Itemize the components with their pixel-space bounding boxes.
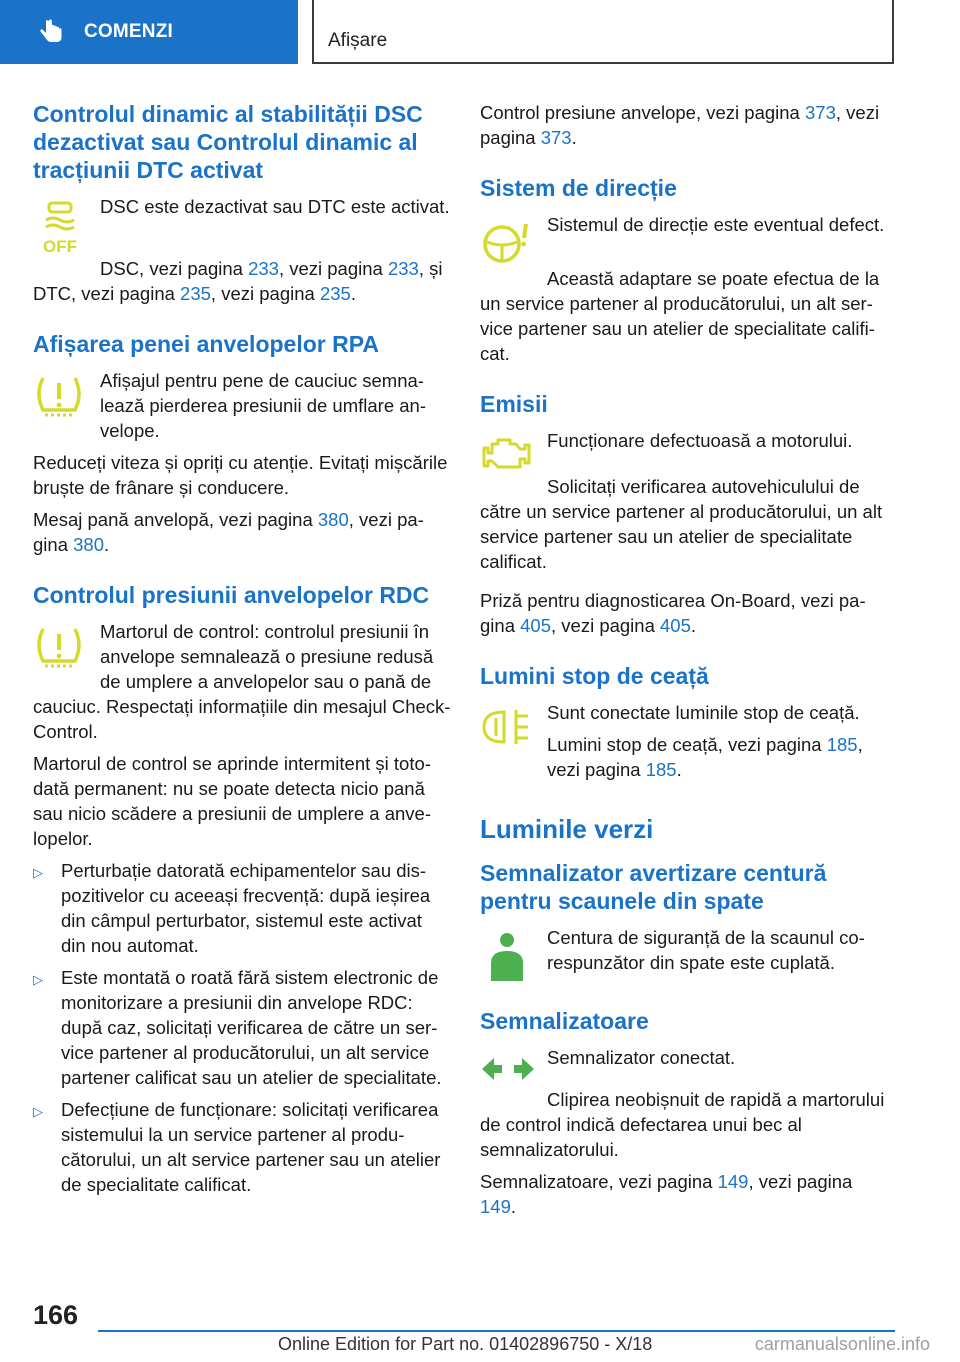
page-link[interactable]: 380 [73,534,104,555]
page-link[interactable]: 233 [248,258,279,279]
heading-dsc: Controlul dinamic al stabilității DSC dezactivat sau Controlul dinamic al tracțiunii DTC activat [33,101,423,183]
steering-warning-icon [480,212,538,266]
page-number: 166 [33,1300,79,1330]
heading-steering: Sistem de direcție [480,175,677,201]
steering-icon-row [480,212,892,266]
engine-icon [480,428,538,474]
page-link[interactable]: 185 [645,759,677,780]
bullet-triangle-icon: ▷ [33,1104,43,1119]
rdc-text-1: Martorul de control: controlul presiunii în anvelope semnalează o presiune redusă de umplere a anvelopelor sau o pană de cauciuc. Respectați informațiile din mesajul Check-Control. [33,621,451,742]
page-link[interactable]: 373 [805,102,836,123]
emissions-text-2: Solicitați verificarea autovehiculului de către un service partener al producătorului, un alt service partener sau un atelier de specialitate calificat. [480,476,883,572]
list-item: ▷ Este montată o roată fără sistem electronic de monitorizare a presiunii din anvelope RDC: după caz, solicitați verificarea de către un service partener al producătorului, un alt service partener calificat sau un atelier de specialitate. [33,967,442,1088]
dsc-off-icon [33,194,91,256]
rpa-icon-row [33,368,451,450]
page-link[interactable]: 233 [387,258,419,279]
heading-turn: Semnalizatoare [480,1008,649,1034]
tire-warning-icon [33,368,91,450]
page-link[interactable]: 405 [660,615,691,636]
footer-divider [98,1330,895,1332]
rpa-text-2: Reduceți viteza și opriți cu atenție. Evitați mișcările bruște de frânare și conducere. [33,452,448,498]
section-rpa [33,330,451,557]
section-steering [480,174,892,366]
section-obd-ref [480,588,892,638]
turn-text-2: Clipirea neobișnuit de rapidă a martorului de control indică defectarea unui bec al semnalizatorului. [480,1089,885,1160]
rdc-icon-row [33,619,91,673]
heading-emissions: Emisii [480,391,548,417]
seat-occupant-icon [480,925,538,983]
list-item: ▷ Defecțiune de funcționare: solicitați verificarea sistemului la un service partener al producătorului, un alt service partener sau un atelier de specialitate calificat. [33,1099,441,1195]
bullet-triangle-icon: ▷ [33,865,43,880]
page-link[interactable]: 149 [480,1196,511,1217]
section-label: COMENZI [84,21,174,42]
obd-ref: Priză pentru diagnosticarea On-Board, vezi pagina 405, vezi pagina 405. [480,590,866,636]
section-green [480,813,892,845]
steering-text-2: Această adaptare se poate efectua de la un service partener al producătorului, un alt service partener sau un atelier de specialitate calificat. [480,268,880,364]
header-title-box [312,0,894,64]
right-column [480,100,892,1243]
rear-fog-light-icon [480,700,538,789]
tire-pressure-icon [33,619,91,673]
page-link[interactable]: 373 [540,127,572,148]
dsc-icon-row [33,194,451,256]
emissions-text-1: Funcționare defectuoasă a motorului. [547,430,853,451]
turn-text-1: Semnalizator conectat. [547,1047,736,1068]
heading-green-lights: Luminile verzi [480,814,654,844]
fog-text-2: Lumini stop de ceață, vezi pagina 185, vezi pagina 185. [547,734,863,780]
rdc-text-2: Martorul de control se aprinde intermitent și totodată permanent: nu se poate detecta nicio pană sau nicio scădere a presiunii de umplere a anvelopelor. [33,753,431,849]
fog-text-1: Sunt conectate luminile stop de ceață. [547,702,860,723]
page-link[interactable]: 380 [317,509,349,530]
section-emissions [480,390,892,574]
section-rdc [33,581,451,1197]
emissions-icon-row [480,428,892,474]
dsc-off-text: OFF [43,237,77,256]
dsc-text-1: DSC este dezactivat sau DTC este activat. [100,196,450,217]
section-turn [480,1007,892,1219]
rpa-text-3: Mesaj pană anvelopă, vezi pagina 380, vezi pagina 380. [33,509,424,555]
page-link[interactable]: 405 [520,615,551,636]
list-item: ▷ Perturbație datorată echipamentelor sau dispozitivelor cu aceeași frecvență: după ieșirea din câmpul perturbator, sistemul este activat din nou automat. [33,860,431,956]
tire-pressure-ref: Control presiune anvelope, vezi pagina 373, vezi pagina 373. [480,102,880,148]
heading-seatbelt: Semnalizator avertizare centură pentru scaunele din spate [480,860,827,914]
edition-text: Online Edition for Part no. 01402896750 - X/18 [278,1334,653,1354]
section-tire-pressure-ref [480,100,892,150]
steering-text-1: Sistemul de direcție este eventual defect. [547,214,885,235]
page-header [0,0,960,66]
section-tab [0,0,298,64]
header-title: Afișare [328,30,388,51]
page-link[interactable]: 235 [180,283,211,304]
bullet-triangle-icon: ▷ [33,972,43,987]
seatbelt-text-1: Centura de siguranță de la scaunul corespunzător din spate este cuplată. [547,927,865,973]
watermark: carmanualsonline.info [754,1334,930,1354]
left-column [33,100,451,1221]
dsc-text-2: DSC, vezi pagina 233, vezi pagina 233, și DTC, vezi pagina 235, vezi pagina 235. [33,258,443,304]
turn-icon-row [480,1045,892,1087]
heading-fog: Lumini stop de ceață [480,663,709,689]
heading-rpa: Afișarea penei anvelopelor RPA [33,331,379,357]
section-dsc [33,100,451,306]
section-seatbelt [480,859,892,983]
hand-pointer-icon [36,17,66,47]
seatbelt-icon-row [480,925,892,983]
fog-icon-row [480,700,892,789]
heading-rdc: Controlul presiunii anvelopelor RDC [33,582,430,608]
page-link[interactable]: 185 [826,734,858,755]
turn-signal-icon [480,1045,538,1087]
rpa-text-1: Afișajul pentru pene de cauciuc semnalează pierderea presiunii de umflare anvelope. [100,370,427,441]
turn-text-3: Semnalizatoare, vezi pagina 149, vezi pagina 149. [480,1171,853,1217]
page-link[interactable]: 235 [319,283,351,304]
section-fog [480,662,892,789]
page-link[interactable]: 149 [717,1171,749,1192]
